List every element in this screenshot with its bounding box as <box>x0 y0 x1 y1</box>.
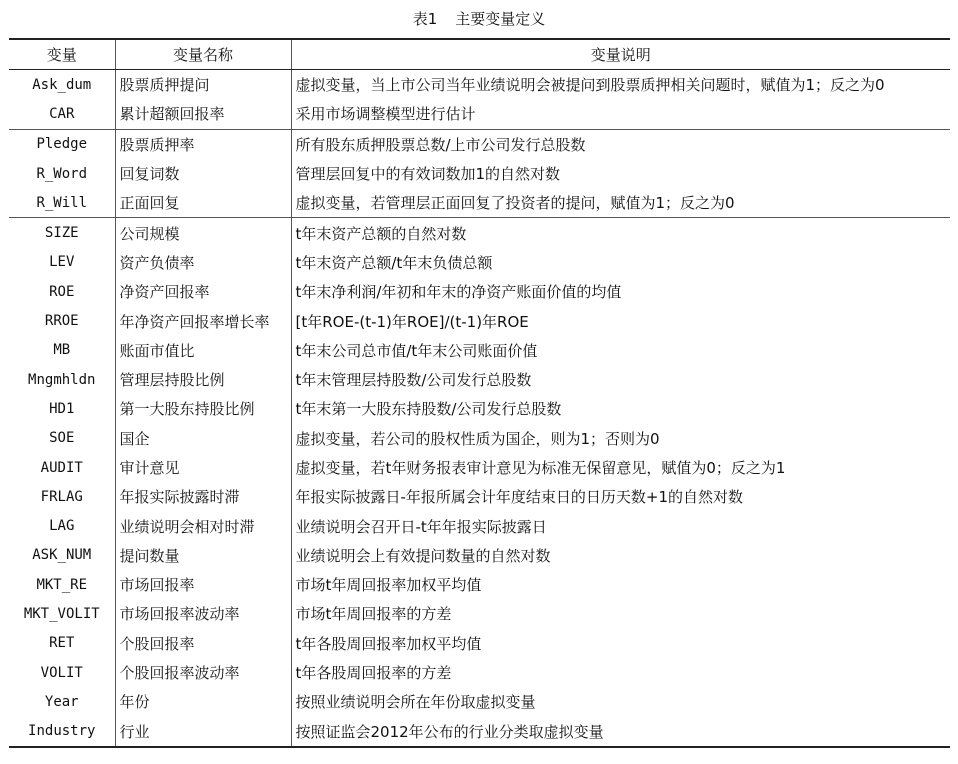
variable-description: t年各股周回报率加权平均值 <box>295 634 482 653</box>
variable-name: 行业 <box>115 717 291 747</box>
table-title: 主要变量定义 <box>455 10 546 28</box>
table-row <box>9 159 950 188</box>
variable-description: t年末公司总市值/t年末公司账面价值 <box>295 341 538 360</box>
variable-name: 个股回报率波动率 <box>115 658 291 687</box>
table-row <box>9 511 950 540</box>
variable-description: 所有股东质押股票总数/上市公司发行总股数 <box>295 135 586 154</box>
variable-description: t年末第一大股东持股数/公司发行总股数 <box>295 400 562 419</box>
variable-code: RET <box>9 629 115 658</box>
table-row <box>9 482 950 511</box>
variable-code: MKT_VOLIT <box>9 599 115 628</box>
variable-code: Year <box>9 687 115 716</box>
variable-description: t年末资产总额的自然对数 <box>295 224 467 243</box>
variable-code: R_Word <box>9 159 115 188</box>
variable-description: 业绩说明会召开日-t年年报实际披露日 <box>295 517 547 536</box>
header-variable-name: 变量名称 <box>115 39 291 70</box>
variable-description: 按照证监会2012年公布的行业分类取虚拟变量 <box>291 717 950 747</box>
variable-description: t年各股周回报率的方差 <box>295 664 452 683</box>
variable-code: Mngmhldn <box>9 365 115 394</box>
variable-description: 年报实际披露日-年报所属会计年度结束日的日历天数+1的自然对数 <box>295 488 744 507</box>
table-row <box>9 629 950 658</box>
table-row <box>9 658 950 687</box>
table-body <box>9 70 950 747</box>
variable-code: ROE <box>9 277 115 306</box>
variable-description: t年末净利润/年初和年末的净资产账面价值的均值 <box>295 283 622 302</box>
variable-description: 业绩说明会上有效提问数量的自然对数 <box>295 546 551 565</box>
variable-code: R_Will <box>9 188 115 218</box>
variable-description: t年末资产总额/t年末负债总额 <box>295 253 493 272</box>
table-row <box>9 306 950 335</box>
variable-name: 提问数量 <box>115 541 291 570</box>
variable-name: 回复词数 <box>115 159 291 188</box>
table-number: 表1 <box>412 10 438 28</box>
variable-name: 公司规模 <box>115 218 291 248</box>
table-row <box>9 570 950 599</box>
table-row <box>9 99 950 129</box>
variable-name: 市场回报率波动率 <box>115 599 291 628</box>
variable-definition-table <box>9 38 950 748</box>
variable-name: 市场回报率 <box>115 570 291 599</box>
table-row <box>9 248 950 277</box>
variable-description: 按照业绩说明会所在年份取虚拟变量 <box>295 693 536 712</box>
variable-name: 管理层持股比例 <box>115 365 291 394</box>
variable-name: 资产负债率 <box>115 248 291 277</box>
table-row <box>9 541 950 570</box>
variable-code: LEV <box>9 248 115 277</box>
variable-code: LAG <box>9 511 115 540</box>
table-row <box>9 687 950 716</box>
variable-code: HD1 <box>9 394 115 423</box>
variable-code: SIZE <box>9 218 115 248</box>
variable-code: SOE <box>9 424 115 453</box>
variable-code: FRLAG <box>9 482 115 511</box>
table-row <box>9 336 950 365</box>
variable-code: Pledge <box>9 129 115 159</box>
table-row <box>9 218 950 248</box>
table-row <box>9 453 950 482</box>
variable-name: 年报实际披露时滞 <box>115 482 291 511</box>
table-row <box>9 394 950 423</box>
variable-name: 国企 <box>115 424 291 453</box>
variable-code: MB <box>9 336 115 365</box>
header-variable-description: 变量说明 <box>291 39 950 70</box>
variable-description: 虚拟变量，若t年财务报表审计意见为标准无保留意见，赋值为0；反之为1 <box>295 459 786 477</box>
variable-description: 市场t年周回报率加权平均值 <box>295 576 482 595</box>
variable-name: 年净资产回报率增长率 <box>115 306 291 335</box>
variable-description: 虚拟变量，若公司的股权性质为国企，则为1；否则为0 <box>295 429 660 448</box>
variable-description: t年末管理层持股数/公司发行总股数 <box>295 371 532 390</box>
variable-description: 虚拟变量，若管理层正面回复了投资者的提问，赋值为1；反之为0 <box>291 188 950 218</box>
variable-code: AUDIT <box>9 453 115 482</box>
variable-description: 市场t年周回报率的方差 <box>295 605 452 624</box>
variable-code: MKT_RE <box>9 570 115 599</box>
variable-name: 业绩说明会相对时滞 <box>115 511 291 540</box>
table-row <box>9 129 950 159</box>
table-header-row <box>9 39 950 70</box>
variable-name: 累计超额回报率 <box>115 99 291 129</box>
variable-name: 账面市值比 <box>115 336 291 365</box>
table-row <box>9 277 950 306</box>
variable-code: Ask_dum <box>9 70 115 100</box>
variable-name: 股票质押率 <box>115 129 291 159</box>
variable-code: CAR <box>9 99 115 129</box>
variable-description: 管理层回复中的有效词数加1的自然对数 <box>295 165 561 184</box>
table-caption <box>0 9 958 29</box>
variable-description: [t年ROE-(t-1)年ROE]/(t-1)年ROE <box>295 312 529 331</box>
variable-name: 年份 <box>115 687 291 716</box>
variable-code: VOLIT <box>9 658 115 687</box>
table-row <box>9 599 950 628</box>
variable-name: 审计意见 <box>115 453 291 482</box>
variable-code: ASK_NUM <box>9 541 115 570</box>
variable-description: 采用市场调整模型进行估计 <box>291 99 950 129</box>
variable-name: 正面回复 <box>115 188 291 218</box>
table-row <box>9 70 950 100</box>
variable-name: 股票质押提问 <box>115 70 291 100</box>
table-row <box>9 717 950 747</box>
variable-name: 第一大股东持股比例 <box>115 394 291 423</box>
table-row <box>9 365 950 394</box>
table-row <box>9 424 950 453</box>
variable-name: 净资产回报率 <box>115 277 291 306</box>
table-row <box>9 188 950 218</box>
variable-code: RROE <box>9 306 115 335</box>
header-variable: 变量 <box>9 39 115 70</box>
variable-code: Industry <box>9 717 115 747</box>
variable-description: 虚拟变量，当上市公司当年业绩说明会被提问到股票质押相关问题时，赋值为1；反之为0 <box>295 76 885 95</box>
variable-name: 个股回报率 <box>115 629 291 658</box>
